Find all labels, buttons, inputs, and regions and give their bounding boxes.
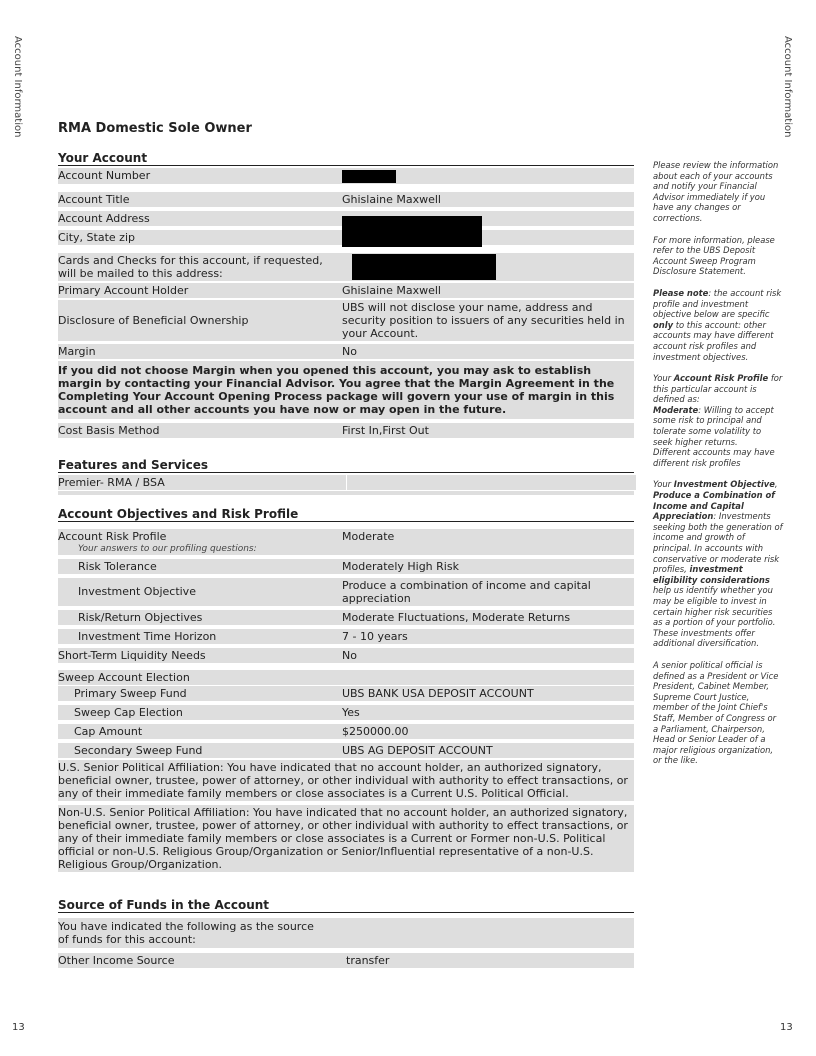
row-label: Account Number bbox=[58, 169, 151, 183]
row-value: Moderate Fluctuations, Moderate Returns bbox=[342, 610, 571, 624]
row-label: Primary Sweep Fund bbox=[74, 686, 187, 700]
row-value bbox=[342, 168, 634, 184]
row-label: Cost Basis Method bbox=[58, 423, 160, 437]
non-us-political-affiliation: Non-U.S. Senior Political Affiliation: You have indicated that no account holder, an authorized signatory, beneficial owner, trustee, power of attorney, or other individual with authority to effect transactions, or any of their immediate family members or close associates is a Current or Former non-U.S. Political official or non-U.S. Religious Group/Organization or Senior/Influential representative of a non-U.S. Religious Group/Organization. bbox=[58, 805, 634, 872]
row-secondary-sweep bbox=[58, 743, 634, 758]
row-label: Disclosure of Beneficial Ownership bbox=[58, 313, 249, 327]
row-value: No bbox=[342, 344, 357, 358]
row-features-filler bbox=[58, 491, 634, 495]
row-cards-checks-address bbox=[58, 253, 634, 281]
address-block bbox=[58, 211, 634, 245]
section-heading-objectives: Account Objectives and Risk Profile bbox=[58, 507, 634, 522]
sweep-heading: Sweep Account Election bbox=[58, 670, 190, 684]
page-number-left: 13 bbox=[12, 1022, 25, 1033]
page-number-right: 13 bbox=[780, 1022, 793, 1033]
row-time-horizon bbox=[58, 629, 634, 644]
row-risk-tolerance bbox=[58, 559, 634, 574]
row-label: Account Address bbox=[58, 211, 150, 225]
source-intro: You have indicated the following as the source of funds for this account: bbox=[58, 919, 314, 946]
row-margin bbox=[58, 344, 634, 359]
row-value: Produce a combination of income and capital appreciation bbox=[342, 578, 591, 605]
row-label: Secondary Sweep Fund bbox=[74, 743, 203, 757]
row-label: Other Income Source bbox=[58, 953, 175, 967]
row-label: Investment Time Horizon bbox=[78, 629, 217, 643]
row-value bbox=[342, 676, 634, 678]
row-beneficial-ownership bbox=[58, 300, 634, 341]
row-value: transfer bbox=[346, 953, 390, 967]
row-cap-amount bbox=[58, 724, 634, 739]
sidebar-note-please-note: Please note: the account risk profile and investment objective below are specific only to this account: other accounts may have different account risk profiles and investment objectives. bbox=[653, 287, 782, 362]
row-value bbox=[352, 253, 634, 281]
row-value bbox=[346, 475, 636, 490]
redaction-box bbox=[342, 170, 396, 183]
row-liquidity bbox=[58, 648, 634, 663]
row-value: Moderate bbox=[342, 529, 395, 543]
row-label: Margin bbox=[58, 344, 96, 358]
row-primary-sweep bbox=[58, 686, 634, 701]
side-label-right: Account Information bbox=[782, 36, 793, 138]
row-sweep-cap-election bbox=[58, 705, 634, 720]
row-risk-return bbox=[58, 610, 634, 625]
row-value: Moderately High Risk bbox=[342, 559, 459, 573]
section-heading-your-account: Your Account bbox=[58, 151, 634, 166]
row-sweep-heading bbox=[58, 670, 634, 685]
margin-note: If you did not choose Margin when you opened this account, you may ask to establish margin by contacting your Financial Advisor. You agree that the Margin Agreement in the Completing Your Account Opening Process package will govern your use of margin in this account and all other accounts you have now or may open in the future. bbox=[58, 361, 634, 419]
sidebar-note-sweep: For more information, please refer to the UBS Deposit Account Sweep Program Disclosure Statement. bbox=[653, 234, 775, 277]
row-label: City, State zip bbox=[58, 230, 135, 244]
sidebar-note-political-official: A senior political official is defined as a President or Vice President, Cabinet Member, Supreme Court Justice, member of the Joint Chief's Staff, Member of Congress or a Parliament, Chairperson, Head or Senior Leader of a major religious organization, or the like. bbox=[653, 659, 779, 766]
row-value bbox=[318, 932, 634, 934]
row-primary-holder bbox=[58, 283, 634, 298]
row-value: UBS AG DEPOSIT ACCOUNT bbox=[342, 743, 493, 757]
section-heading-features: Features and Services bbox=[58, 458, 634, 473]
row-value: Ghislaine Maxwell bbox=[342, 192, 441, 206]
section-heading-source-of-funds: Source of Funds in the Account bbox=[58, 898, 634, 913]
profiling-note: Your answers to our profiling questions: bbox=[78, 543, 257, 554]
row-cost-basis bbox=[58, 423, 634, 438]
row-label: Cards and Checks for this account, if requested, will be mailed to this address: bbox=[58, 253, 323, 280]
row-label: Sweep Cap Election bbox=[74, 705, 183, 719]
row-label: Risk Tolerance bbox=[78, 559, 157, 573]
row-label: Account Title bbox=[58, 192, 130, 206]
us-political-affiliation: U.S. Senior Political Affiliation: You have indicated that no account holder, an authorized signatory, beneficial owner, trustee, power of attorney, or other individual with authority to effect transactions, or any of their immediate family members or close associates is a Current U.S. Political Official. bbox=[58, 760, 634, 801]
sidebar-note-investment-objective: Your Investment Objective, Produce a Combination of Income and Capital Appreciation: Investments seeking both the generation of income and growth of principal. In accounts with conservative or moderate risk profiles, investment eligibility considerations help us identify whether you may be eligible to invest in certain higher risk securities as a portion of your portfolio. These investments offer additional diversification. bbox=[653, 479, 783, 649]
row-account-title bbox=[58, 192, 634, 207]
row-profiling-note bbox=[58, 544, 634, 555]
row-value: $250000.00 bbox=[342, 724, 409, 738]
row-label: Investment Objective bbox=[78, 585, 196, 598]
row-value: Ghislaine Maxwell bbox=[342, 283, 441, 297]
row-features-item bbox=[58, 475, 636, 490]
row-value: Yes bbox=[342, 705, 360, 719]
row-investment-objective bbox=[58, 578, 634, 606]
side-label-left: Account Information bbox=[12, 36, 23, 138]
row-value: UBS BANK USA DEPOSIT ACCOUNT bbox=[342, 686, 534, 700]
row-value: First In,First Out bbox=[342, 423, 429, 437]
row-source-intro bbox=[58, 918, 634, 948]
row-label: Short-Term Liquidity Needs bbox=[58, 648, 206, 662]
row-label: Risk/Return Objectives bbox=[78, 610, 203, 624]
row-value: UBS will not disclose your name, address and security position to issuers of any securities held in your Account. bbox=[342, 300, 625, 340]
row-label: Primary Account Holder bbox=[58, 283, 189, 297]
row-account-risk-profile bbox=[58, 529, 634, 544]
sidebar-notes bbox=[653, 160, 783, 777]
row-other-income bbox=[58, 953, 634, 968]
row-value: No bbox=[342, 648, 357, 662]
sidebar-note-risk-profile: Your Account Risk Profile for this particular account is defined as: Moderate: Willing to accept some risk to principal and tolerate some volatility to seek higher returns. Different accounts may have different risk profiles bbox=[653, 373, 783, 468]
page-title: RMA Domestic Sole Owner bbox=[58, 121, 252, 136]
row-account-number bbox=[58, 168, 634, 184]
row-label: Premier- RMA / BSA bbox=[58, 475, 165, 489]
row-value: 7 - 10 years bbox=[342, 629, 408, 643]
row-label: Cap Amount bbox=[74, 724, 143, 738]
sidebar-note-review: Please review the information about each of your accounts and notify your Financial Advisor immediately if you have any changes or corrections. bbox=[653, 160, 779, 223]
redaction-box bbox=[342, 216, 482, 247]
main-content bbox=[58, 121, 634, 968]
row-label: Account Risk Profile bbox=[58, 529, 167, 543]
redaction-box bbox=[352, 254, 496, 280]
